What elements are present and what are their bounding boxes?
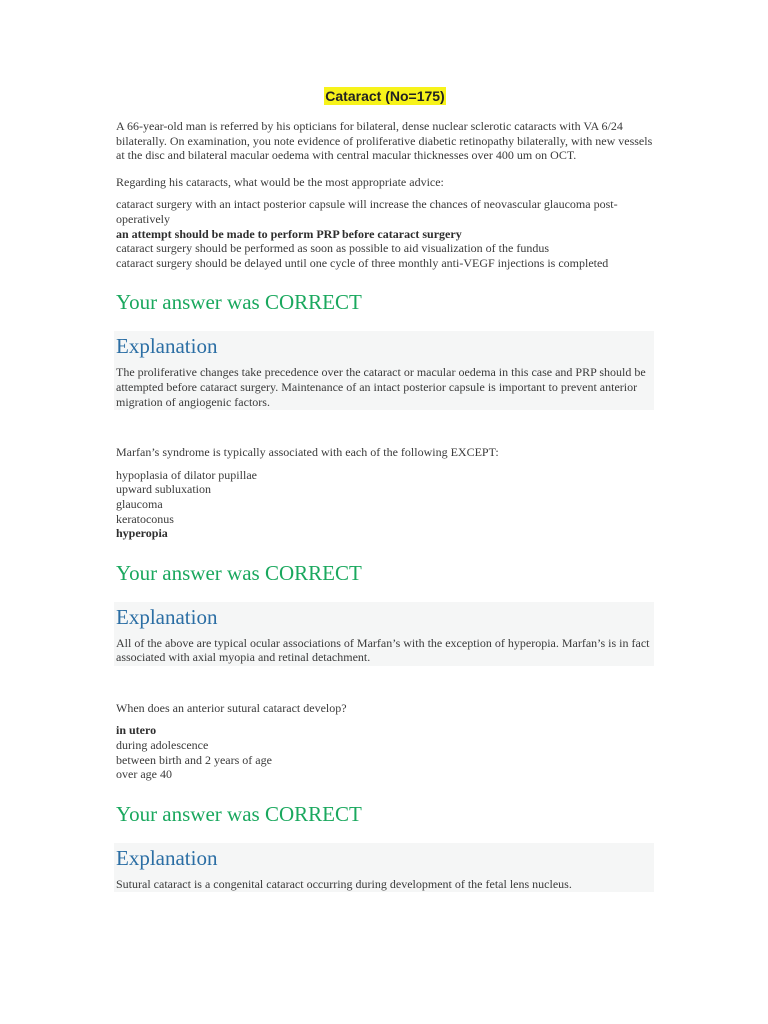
question-1-prompt: Regarding his cataracts, what would be the most appropriate advice: [116, 174, 444, 189]
answer-option: hypoplasia of dilator pupillae [116, 467, 257, 482]
question-3-stem: When does an anterior sutural cataract develop? [116, 700, 347, 715]
answer-option-correct: an attempt should be made to perform PRP before cataract surgery [116, 226, 462, 241]
explanation-heading: Explanation [116, 334, 218, 359]
explanation-heading: Explanation [116, 604, 218, 629]
answer-option: over age 40 [116, 767, 172, 782]
question-1-options [116, 197, 654, 270]
question-1-explanation-box [114, 331, 654, 410]
answer-option: glaucoma [116, 496, 163, 511]
explanation-text: The proliferative changes take precedence over the cataract or macular oedema in this case and PRP should be attempted before cataract surgery. Maintenance of an intact posterior capsule is important to prevent anterior migration of angiogenic factors. [116, 365, 646, 409]
question-1-result: Your answer was CORRECT [116, 290, 362, 315]
question-3-explanation-box [114, 843, 654, 893]
answer-option-correct: in utero [116, 723, 157, 738]
answer-option: cataract surgery with an intact posterior capsule will increase the chances of neovascular glaucoma post-operatively [116, 197, 618, 226]
document-page [116, 86, 654, 892]
explanation-heading: Explanation [116, 845, 218, 870]
question-2-result: Your answer was CORRECT [116, 560, 362, 585]
answer-option: during adolescence [116, 738, 209, 753]
question-2 [116, 445, 654, 666]
answer-option: upward subluxation [116, 482, 211, 497]
answer-option: cataract surgery should be delayed until one cycle of three monthly anti-VEGF injections is completed [116, 255, 609, 270]
question-3-options [116, 723, 654, 781]
question-1 [116, 119, 654, 410]
answer-option: between birth and 2 years of age [116, 752, 272, 767]
answer-option: cataract surgery should be performed as soon as possible to aid visualization of the fundus [116, 241, 550, 256]
question-2-stem: Marfan’s syndrome is typically associated with each of the following EXCEPT: [116, 445, 499, 460]
explanation-text: Sutural cataract is a congenital cataract occurring during development of the fetal lens nucleus. [116, 876, 572, 891]
question-2-explanation-box [114, 602, 654, 666]
question-3 [116, 701, 654, 893]
question-1-stem: A 66-year-old man is referred by his opticians for bilateral, dense nuclear sclerotic cataracts with VA 6/24 bilaterally. On examination, you note evidence of proliferative diabetic retinopathy bilaterally, with new vessels at the disc and bilateral macular oedema with central macular thicknesses over 400 um on OCT. [116, 119, 653, 163]
question-3-result: Your answer was CORRECT [116, 801, 362, 826]
explanation-text: All of the above are typical ocular associations of Marfan’s with the exception of hyperopia. Marfan’s is in fact associated with axial myopia and retinal detachment. [116, 635, 650, 665]
answer-option-correct: hyperopia [116, 526, 168, 541]
page-title: Cataract (No=175) [325, 88, 445, 104]
answer-option: keratoconus [116, 511, 174, 526]
question-2-options [116, 468, 654, 541]
title-block [116, 86, 654, 107]
